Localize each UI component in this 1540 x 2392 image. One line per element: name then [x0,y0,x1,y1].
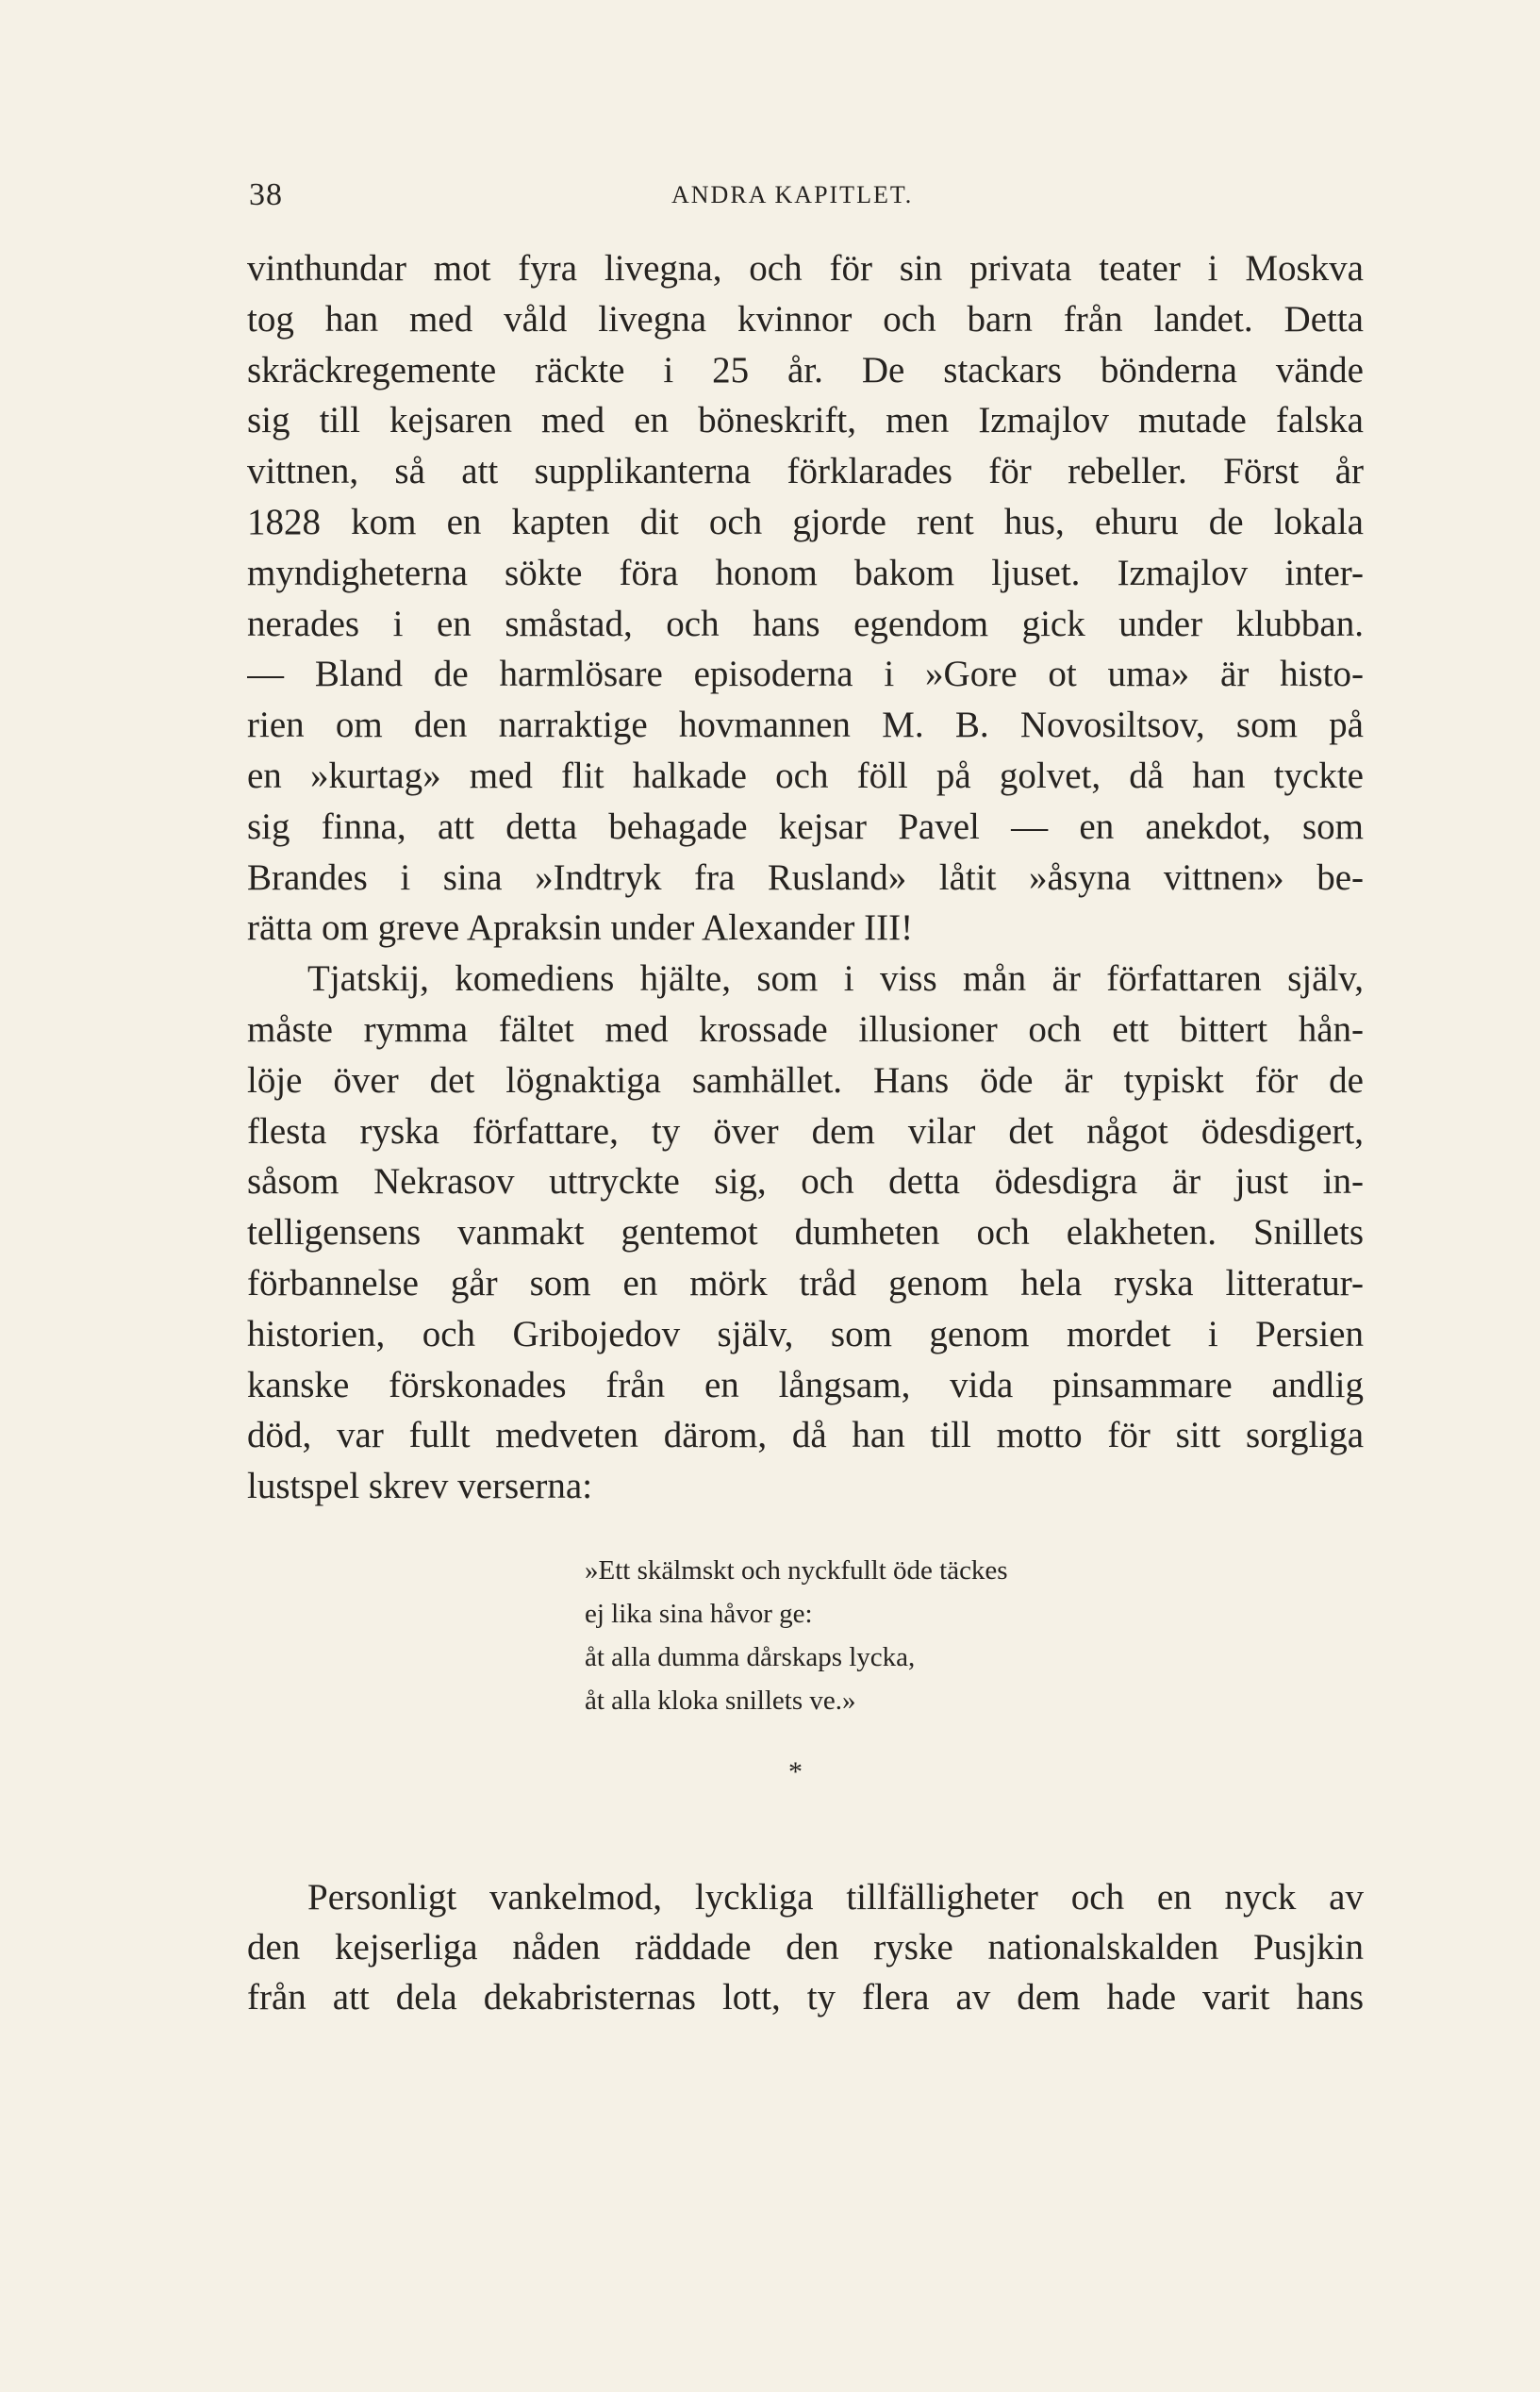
text-line: 1828 kom en kapten dit och gjorde rent hus, ehuru de lokala [247,501,1364,542]
text-line: från att dela dekabristernas lott, ty flera av dem hade varit hans [247,1977,1364,2018]
section-break: * [788,1756,803,1787]
text-line: såsom Nekrasov uttryckte sig, och detta ödesdigra är just in- [247,1161,1364,1203]
text-line: tog han med våld livegna kvinnor och barn från landet. Detta [247,298,1364,340]
verse-line: åt alla kloka snillets ve.» [585,1686,856,1716]
verse-line: ej lika sina håvor ge: [585,1599,813,1629]
text-line: vinthundar mot fyra livegna, och för sin privata teater i Moskva [247,248,1364,289]
text-line: Brandes i sina »Indtryk fra Rusland» låtit »åsyna vittnen» be- [247,856,1364,898]
text-line: sig finna, att detta behagade kejsar Pavel — en anekdot, som [247,806,1364,847]
text-line: sig till kejsaren med en böneskrift, men Izmajlov mutade falska [247,400,1364,441]
continued-text [247,1872,1364,2022]
page-number: 38 [249,177,283,212]
text-line: myndigheterna sökte föra honom bakom ljuset. Izmajlov inter- [247,552,1364,593]
text-line: flesta ryska författare, ty över dem vilar det något ödesdigert, [247,1110,1364,1152]
text-line: rien om den narraktige hovmannen M. B. Novosiltsov, som på [247,705,1364,746]
text-line: rätta om greve Apraksin under Alexander III! [247,907,914,949]
running-head: ANDRA KAPITLET. [671,181,914,208]
text-line: Personligt vankelmod, lyckliga tillfälligheter och en nyck av [307,1877,1364,1918]
text-line: kanske förskonades från en långsam, vida pinsammare andlig [247,1364,1364,1405]
text-line: Tjatskij, komediens hjälte, som i viss mån är författaren själv, [307,958,1364,1000]
main-text [247,243,1364,1512]
text-line: löje över det lögnaktiga samhället. Hans öde är typiskt för de [247,1059,1364,1101]
text-line: måste rymma fältet med krossade illusioner och ett bittert hån- [247,1008,1364,1050]
verse-quote [585,1549,1151,1722]
text-line: den kejserliga nåden räddade den ryske nationalskalden Pusjkin [247,1927,1364,1968]
text-line: förbannelse går som en mörk tråd genom hela ryska litteratur- [247,1262,1364,1304]
text-line: lustspel skrev verserna: [247,1466,593,1507]
text-line: en »kurtag» med flit halkade och föll på golvet, då han tyckte [247,755,1364,796]
text-line: telligensens vanmakt gentemot dumheten och elakheten. Snillets [247,1212,1364,1254]
verse-line: åt alla dumma dårskaps lycka, [585,1642,916,1672]
text-line: nerades i en småstad, och hans egendom gick under klubban. [247,603,1364,644]
text-line: vittnen, så att supplikanterna förklarades för rebeller. Först år [247,451,1364,492]
text-line: historien, och Gribojedov själv, som genom mordet i Persien [247,1313,1364,1354]
text-line: död, var fullt medveten därom, då han till motto för sitt sorgliga [247,1415,1364,1456]
text-line: skräckregemente räckte i 25 år. De stackars bönderna vände [247,349,1364,390]
page-header [249,177,1362,215]
verse-line: »Ett skälmskt och nyckfullt öde täckes [585,1555,1008,1586]
text-line: — Bland de harmlösare episoderna i »Gore ot uma» är histo- [247,654,1364,695]
